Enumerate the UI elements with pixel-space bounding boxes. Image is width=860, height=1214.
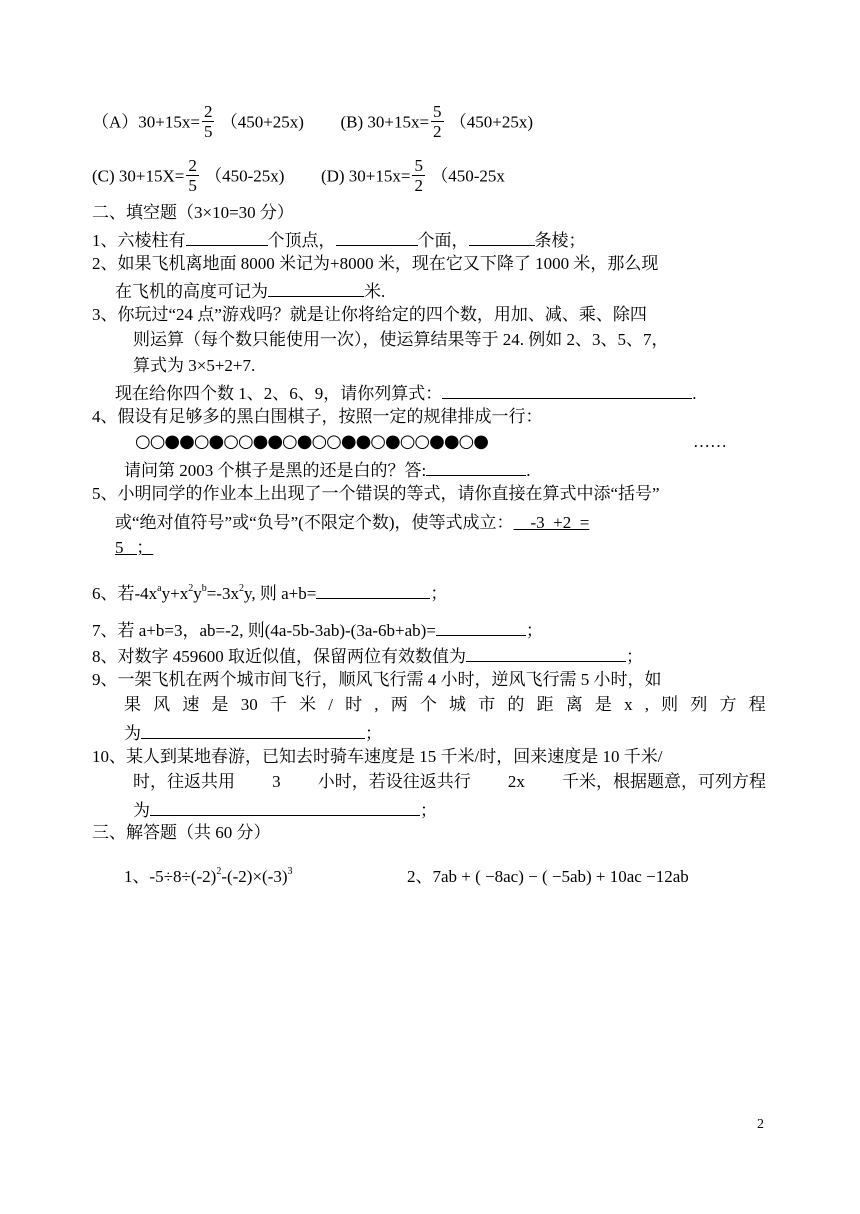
q8-text-end: ； bbox=[626, 647, 643, 666]
q9-line-2-token: 时 bbox=[345, 695, 363, 714]
question-1 bbox=[92, 227, 586, 252]
q6-text-5: y, 则 a+b= bbox=[243, 584, 317, 603]
q9-line-2-token: 是 bbox=[594, 695, 612, 714]
q7-blank[interactable] bbox=[436, 617, 526, 636]
choice-a-numerator: 2 bbox=[203, 102, 213, 121]
q1-text-d: 条棱； bbox=[534, 231, 586, 250]
q10-text-end: ； bbox=[420, 801, 437, 820]
choice-b-label: (B) 30+15x= bbox=[340, 112, 430, 132]
section-2-heading: 二、填空题（3×10=30 分） bbox=[92, 203, 294, 222]
choice-a-tail: （450+25x) bbox=[220, 112, 304, 132]
choice-d-fraction bbox=[412, 156, 425, 195]
q6-text-3: y bbox=[193, 584, 202, 603]
choice-d-numerator: 5 bbox=[414, 156, 423, 175]
question-5-line-2 bbox=[115, 512, 653, 534]
choice-row-2 bbox=[92, 158, 505, 197]
question-3-line-2: 则运算（每个数只能使用一次），使运算结果等于 24. 例如 2、3、5、7， bbox=[133, 330, 669, 349]
q6-sup-b: b bbox=[201, 583, 207, 594]
choice-c-denominator: 5 bbox=[188, 176, 197, 195]
question-3-line-1: 3、你玩过“24 点”游戏吗？就是让你将给定的四个数，用加、减、乘、除四 bbox=[92, 305, 647, 324]
q8-blank[interactable] bbox=[466, 643, 626, 662]
calculation-2: 2、7ab + ( −8ac) − ( −5ab) + 10ac −12ab bbox=[407, 867, 689, 886]
q1-blank-vertices[interactable] bbox=[186, 227, 268, 246]
q5-equation-part-1 bbox=[514, 512, 653, 534]
q3-text-a: 现在给你四个数 1、2、6、9，请你列算式： bbox=[115, 384, 443, 403]
question-10-line-2 bbox=[133, 771, 766, 793]
q6-sup-2b: 2 bbox=[238, 583, 244, 594]
q9-line-2-token: 两 bbox=[390, 695, 408, 714]
calc1-text-a: 1、-5÷8÷(-2) bbox=[124, 867, 217, 886]
q4-text-a: 请问第 2003 个棋子是黑的还是白的？答: bbox=[124, 461, 427, 480]
choice-c-numerator: 2 bbox=[188, 156, 197, 175]
q9-line-2-token: x bbox=[624, 695, 633, 714]
choice-a-label: （A）30+15x= bbox=[92, 112, 200, 132]
choice-c-label: (C) 30+15X= bbox=[92, 166, 185, 186]
q9-line-2-token: 速 bbox=[182, 695, 200, 714]
q9-line-2-token: 程 bbox=[748, 695, 766, 714]
q6-text-end: ； bbox=[430, 584, 448, 603]
question-2-line-1: 2、如果飞机离地面 8000 米记为+8000 米，现在它又下降了 1000 米，那么现 bbox=[92, 254, 659, 273]
question-3-line-3: 算式为 3×5+2+7. bbox=[133, 356, 256, 375]
q10-line-2-token: 2x bbox=[507, 772, 525, 791]
q9-line-2-token: 30 bbox=[240, 695, 258, 714]
question-9-line-2 bbox=[124, 694, 766, 716]
choice-b-fraction bbox=[431, 102, 444, 141]
q2-text-b: 米. bbox=[364, 282, 386, 301]
go-stones-sequence: ○○●●○●○○●●○●○○●●○●○○●●○● bbox=[135, 431, 488, 452]
question-9-line-1: 9、一架飞机在两个城市间飞行，顺风飞行需 4 小时，逆风飞行需 5 小时，如 bbox=[92, 670, 662, 689]
question-6 bbox=[92, 580, 447, 605]
q6-text-4: =-3x bbox=[206, 584, 239, 603]
choice-b-tail: （450+25x) bbox=[449, 112, 534, 132]
question-9-line-3 bbox=[124, 720, 382, 745]
question-3-line-4 bbox=[115, 380, 697, 405]
question-2-line-2 bbox=[115, 278, 385, 303]
calc1-sup-2: 3 bbox=[287, 866, 293, 877]
q9-line-2-token: , bbox=[374, 695, 379, 714]
q10-line-2-token: 小时，若设往返共行 bbox=[317, 772, 471, 791]
q6-blank[interactable] bbox=[316, 580, 430, 599]
q2-blank[interactable] bbox=[268, 278, 364, 297]
choice-a-denominator: 5 bbox=[203, 122, 213, 141]
q9-blank[interactable] bbox=[141, 720, 365, 739]
q1-text-c: 个面， bbox=[417, 231, 469, 250]
choice-d-tail: （450-25x bbox=[431, 166, 505, 186]
q10-line-2-token: 3 bbox=[272, 772, 281, 791]
q3-blank[interactable] bbox=[442, 380, 692, 399]
question-4-line-1: 4、假设有足够多的黑白围棋子，按照一定的规律排成一行： bbox=[92, 407, 543, 426]
question-4-line-3 bbox=[124, 457, 530, 482]
q4-text-b: . bbox=[526, 461, 531, 480]
q9-line-2-token: 是 bbox=[211, 695, 229, 714]
q9-text-a: 为 bbox=[124, 724, 141, 743]
q5-equation-text: -3 +2 = bbox=[530, 513, 590, 532]
choice-b-numerator: 5 bbox=[433, 102, 442, 121]
q7-text: 7、若 a+b=3，ab=-2, 则(4a-5b-3ab)-(3a-6b+ab)= bbox=[92, 621, 436, 640]
q6-text-1: 6、若-4x bbox=[92, 584, 158, 603]
choice-c-fraction bbox=[186, 156, 199, 195]
q1-blank-edges[interactable] bbox=[469, 227, 535, 246]
q9-line-2-token: 方 bbox=[719, 695, 737, 714]
question-5-line-1: 5、小明同学的作业本上出现了一个错误的等式，请你直接在算式中添“括号” bbox=[92, 484, 660, 503]
q9-line-2-token: 市 bbox=[478, 695, 496, 714]
q2-text-a: 在飞机的高度可记为 bbox=[115, 282, 268, 301]
q4-blank[interactable] bbox=[426, 457, 526, 476]
q9-text-end: ； bbox=[365, 724, 382, 743]
calc1-text-b: -(-2)×(-3) bbox=[221, 867, 288, 886]
q9-line-2-token: 千 bbox=[269, 695, 287, 714]
q10-line-2-token: 时，往返共用 bbox=[133, 772, 235, 791]
q5-text-a: 或“绝对值符号”或“负号”(不限定个数)，使等式成立： bbox=[115, 513, 514, 532]
section-3-heading: 三、解答题（共 60 分） bbox=[92, 823, 271, 842]
q9-line-2-token: 列 bbox=[690, 695, 708, 714]
q10-blank[interactable] bbox=[150, 797, 420, 816]
q1-blank-faces[interactable] bbox=[336, 227, 418, 246]
q9-line-2-token: 城 bbox=[449, 695, 467, 714]
choice-row-1 bbox=[92, 104, 533, 143]
question-7 bbox=[92, 617, 543, 642]
question-10-line-3 bbox=[133, 797, 437, 822]
q3-text-b: . bbox=[692, 384, 697, 403]
question-5-line-3 bbox=[115, 537, 185, 559]
question-4-stones bbox=[135, 431, 488, 453]
question-4-ellipsis: …… bbox=[693, 432, 727, 451]
page-number: 2 bbox=[757, 1117, 764, 1132]
q7-text-end: ； bbox=[525, 621, 543, 640]
choice-a-fraction bbox=[202, 102, 215, 141]
q6-sup-2: 2 bbox=[188, 583, 194, 594]
choice-d-label: (D) 30+15x= bbox=[320, 166, 411, 186]
q6-sup-a: a bbox=[157, 583, 162, 594]
q9-line-2-token: 的 bbox=[507, 695, 525, 714]
calculation-1 bbox=[124, 866, 293, 888]
question-8 bbox=[92, 643, 643, 668]
q8-text: 8、对数字 459600 取近似值，保留两位有效数值为 bbox=[92, 647, 466, 666]
q9-line-2-token: , bbox=[644, 695, 649, 714]
q9-line-2-token: 离 bbox=[565, 695, 583, 714]
q6-text-2: y+x bbox=[161, 584, 189, 603]
q9-line-2-token: 则 bbox=[661, 695, 679, 714]
q9-line-2-token: 个 bbox=[419, 695, 437, 714]
q1-text-b: 个顶点， bbox=[267, 231, 336, 250]
q10-line-2-token: 千米，根据题意，可列方程 bbox=[562, 772, 766, 791]
question-10-line-1: 10、某人到某地春游，已知去时骑车速度是 15 千米/时，回来速度是 10 千米/ bbox=[92, 747, 663, 766]
choice-c-tail: （450-25x) bbox=[205, 166, 285, 186]
calc1-sup-1: 2 bbox=[216, 866, 222, 877]
q9-line-2-token: 果 bbox=[124, 695, 141, 714]
q5-equation-part-2: 5 ； bbox=[115, 538, 154, 557]
choice-d-denominator: 2 bbox=[414, 176, 423, 195]
q9-line-2-token: 风 bbox=[153, 695, 171, 714]
q10-text-a: 为 bbox=[133, 801, 150, 820]
q9-line-2-token: 距 bbox=[536, 695, 554, 714]
q9-line-2-token: 米 bbox=[299, 695, 317, 714]
q9-line-2-token: / bbox=[328, 695, 333, 714]
q1-text-a: 1、六棱柱有 bbox=[92, 231, 186, 250]
choice-b-denominator: 2 bbox=[433, 122, 442, 141]
